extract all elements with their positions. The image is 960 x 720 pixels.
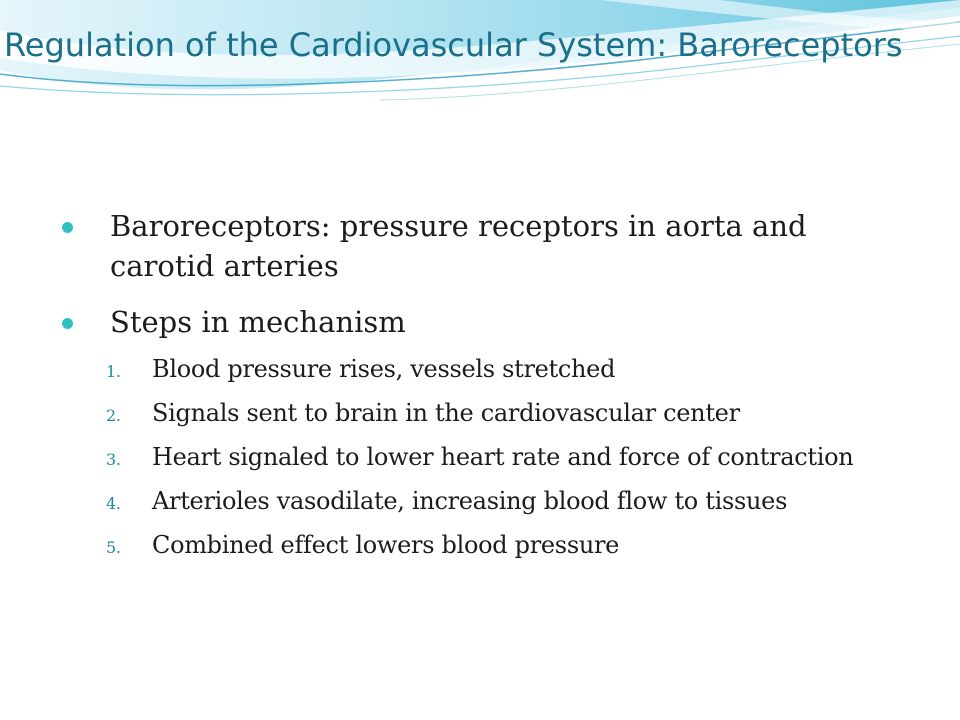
bullet-dot-icon bbox=[62, 222, 73, 233]
step-text: Arterioles vasodilate, increasing blood flow to tissues bbox=[152, 487, 788, 515]
step-item bbox=[106, 442, 882, 473]
step-text: Blood pressure rises, vessels stretched bbox=[152, 355, 616, 383]
step-number: 2. bbox=[106, 406, 121, 425]
step-number: 3. bbox=[106, 450, 121, 469]
bullet-item-steps bbox=[62, 302, 882, 342]
step-item bbox=[106, 530, 882, 561]
step-item bbox=[106, 486, 882, 517]
bullet-text: Baroreceptors: pressure receptors in aorta and carotid arteries bbox=[110, 209, 807, 283]
step-number: 1. bbox=[106, 362, 121, 381]
bullet-dot-icon bbox=[62, 318, 73, 329]
slide-title: Regulation of the Cardiovascular System: Baroreceptors bbox=[4, 26, 903, 64]
bullet-item-baroreceptors bbox=[62, 206, 882, 286]
header-swoosh-decoration bbox=[0, 0, 960, 140]
step-text: Signals sent to brain in the cardiovascular center bbox=[152, 399, 740, 427]
steps-list bbox=[106, 354, 882, 561]
step-text: Combined effect lowers blood pressure bbox=[152, 531, 620, 559]
step-item bbox=[106, 354, 882, 385]
step-number: 4. bbox=[106, 494, 121, 513]
step-text: Heart signaled to lower heart rate and force of contraction bbox=[152, 443, 854, 471]
step-number: 5. bbox=[106, 538, 121, 557]
slide-content bbox=[62, 206, 882, 574]
bullet-text: Steps in mechanism bbox=[110, 305, 406, 339]
step-item bbox=[106, 398, 882, 429]
